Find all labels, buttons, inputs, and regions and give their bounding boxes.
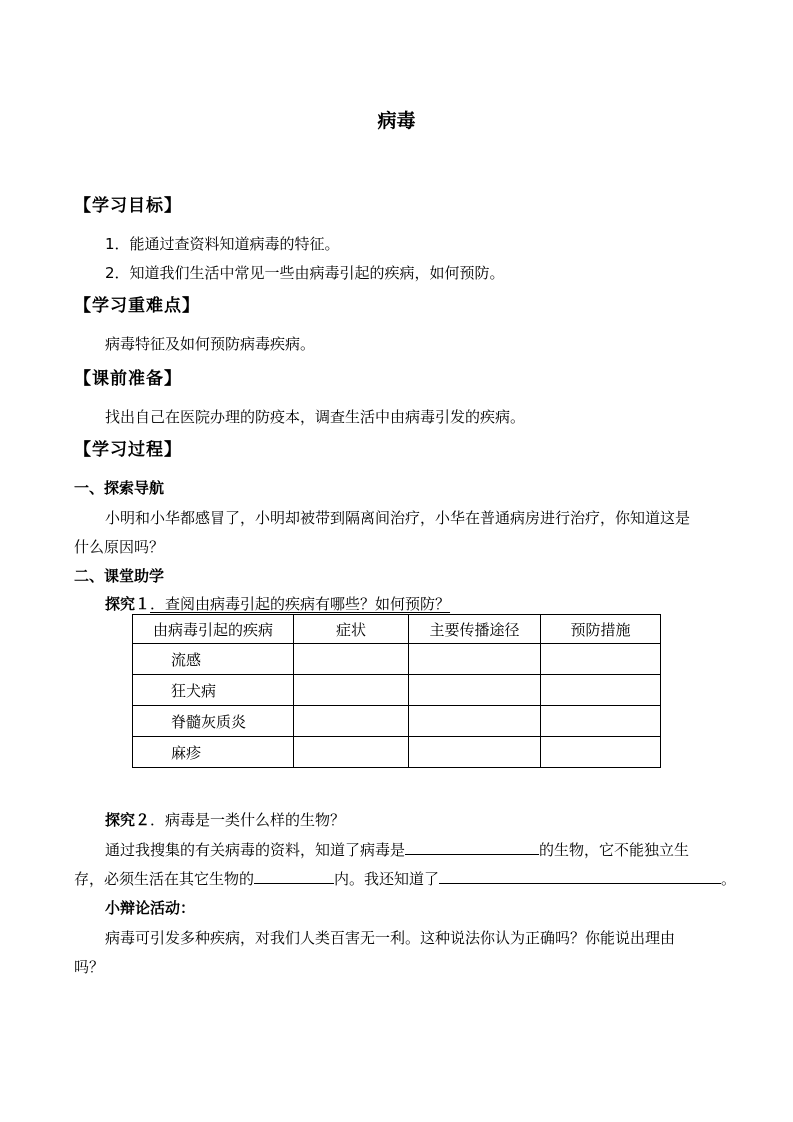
fill-blank-3[interactable] bbox=[439, 869, 721, 884]
debate-line1: 病毒可引发多种疾病，对我们人类百害无一利。这种说法你认为正确吗？你能说出理由 bbox=[105, 929, 676, 947]
preparation-text: 找出自己在医院办理的防疫本，调查生活中由病毒引发的疾病。 bbox=[105, 408, 526, 426]
table-cell bbox=[409, 706, 541, 737]
section-objectives: 【学习目标】 bbox=[74, 196, 182, 216]
part1-paragraph-line2: 什么原因吗？ bbox=[74, 538, 165, 556]
explore2-label: 探究２ bbox=[105, 811, 151, 829]
page-title: 病毒 bbox=[377, 110, 416, 132]
table-header-prevention: 预防措施 bbox=[541, 615, 661, 644]
fill-text-b: 的生物，它不能独立生 bbox=[539, 841, 690, 859]
table-cell bbox=[294, 737, 409, 768]
table-row bbox=[133, 706, 661, 737]
fill-blank-2[interactable] bbox=[254, 869, 334, 884]
table-cell bbox=[541, 644, 661, 675]
objective-item-2: 2．知道我们生活中常见一些由病毒引起的疾病，如何预防。 bbox=[105, 264, 505, 282]
explore1-label: 探究１ bbox=[105, 595, 151, 613]
explore1-line bbox=[105, 593, 450, 614]
table-cell bbox=[409, 737, 541, 768]
keypoints-text: 病毒特征及如何预防病毒疾病。 bbox=[105, 335, 316, 353]
table-cell bbox=[294, 706, 409, 737]
table-row bbox=[133, 644, 661, 675]
table-header-row bbox=[133, 615, 661, 644]
debate-label: 小辩论活动： bbox=[105, 899, 196, 917]
disease-table bbox=[132, 614, 661, 768]
section-process: 【学习过程】 bbox=[74, 440, 182, 460]
table-cell bbox=[294, 644, 409, 675]
table-cell bbox=[409, 644, 541, 675]
explore2-line bbox=[105, 809, 345, 830]
table-cell-disease: 脊髓灰质炎 bbox=[133, 706, 294, 737]
fill-line-2 bbox=[74, 868, 736, 889]
table-row bbox=[133, 675, 661, 706]
table-cell bbox=[294, 675, 409, 706]
objective-item-1: 1．能通过查资料知道病毒的特征。 bbox=[105, 235, 340, 253]
part1-paragraph-line1: 小明和小华都感冒了，小明却被带到隔离间治疗，小华在普通病房进行治疗，你知道这是 bbox=[105, 509, 691, 527]
table-cell-disease: 狂犬病 bbox=[133, 675, 294, 706]
section-keypoints: 【学习重难点】 bbox=[74, 296, 200, 316]
explore2-text: ．病毒是一类什么样的生物？ bbox=[150, 811, 346, 829]
explore1-text: ．查阅由病毒引起的疾病有哪些？如何预防？ bbox=[150, 595, 451, 613]
table-cell bbox=[541, 737, 661, 768]
table-header-symptoms: 症状 bbox=[294, 615, 409, 644]
table-cell bbox=[541, 675, 661, 706]
part2-heading: 二、课堂助学 bbox=[74, 567, 165, 585]
part1-heading: 一、探索导航 bbox=[74, 479, 165, 497]
table-header-disease: 由病毒引起的疾病 bbox=[133, 615, 294, 644]
table-cell-disease: 流感 bbox=[133, 644, 294, 675]
debate-line2: 吗？ bbox=[74, 958, 105, 976]
fill-text-a: 通过我搜集的有关病毒的资料，知道了病毒是 bbox=[105, 841, 406, 859]
table-cell bbox=[541, 706, 661, 737]
table-header-transmission: 主要传播途径 bbox=[409, 615, 541, 644]
fill-text-d: 内。我还知道了 bbox=[334, 870, 440, 888]
fill-blank-1[interactable] bbox=[405, 840, 539, 855]
table-cell bbox=[409, 675, 541, 706]
fill-text-c: 存，必须生活在其它生物的 bbox=[74, 870, 255, 888]
table-cell-disease: 麻疹 bbox=[133, 737, 294, 768]
table-row bbox=[133, 737, 661, 768]
fill-line-1 bbox=[105, 839, 689, 860]
fill-text-e: 。 bbox=[721, 870, 737, 888]
section-preparation: 【课前准备】 bbox=[74, 369, 182, 389]
